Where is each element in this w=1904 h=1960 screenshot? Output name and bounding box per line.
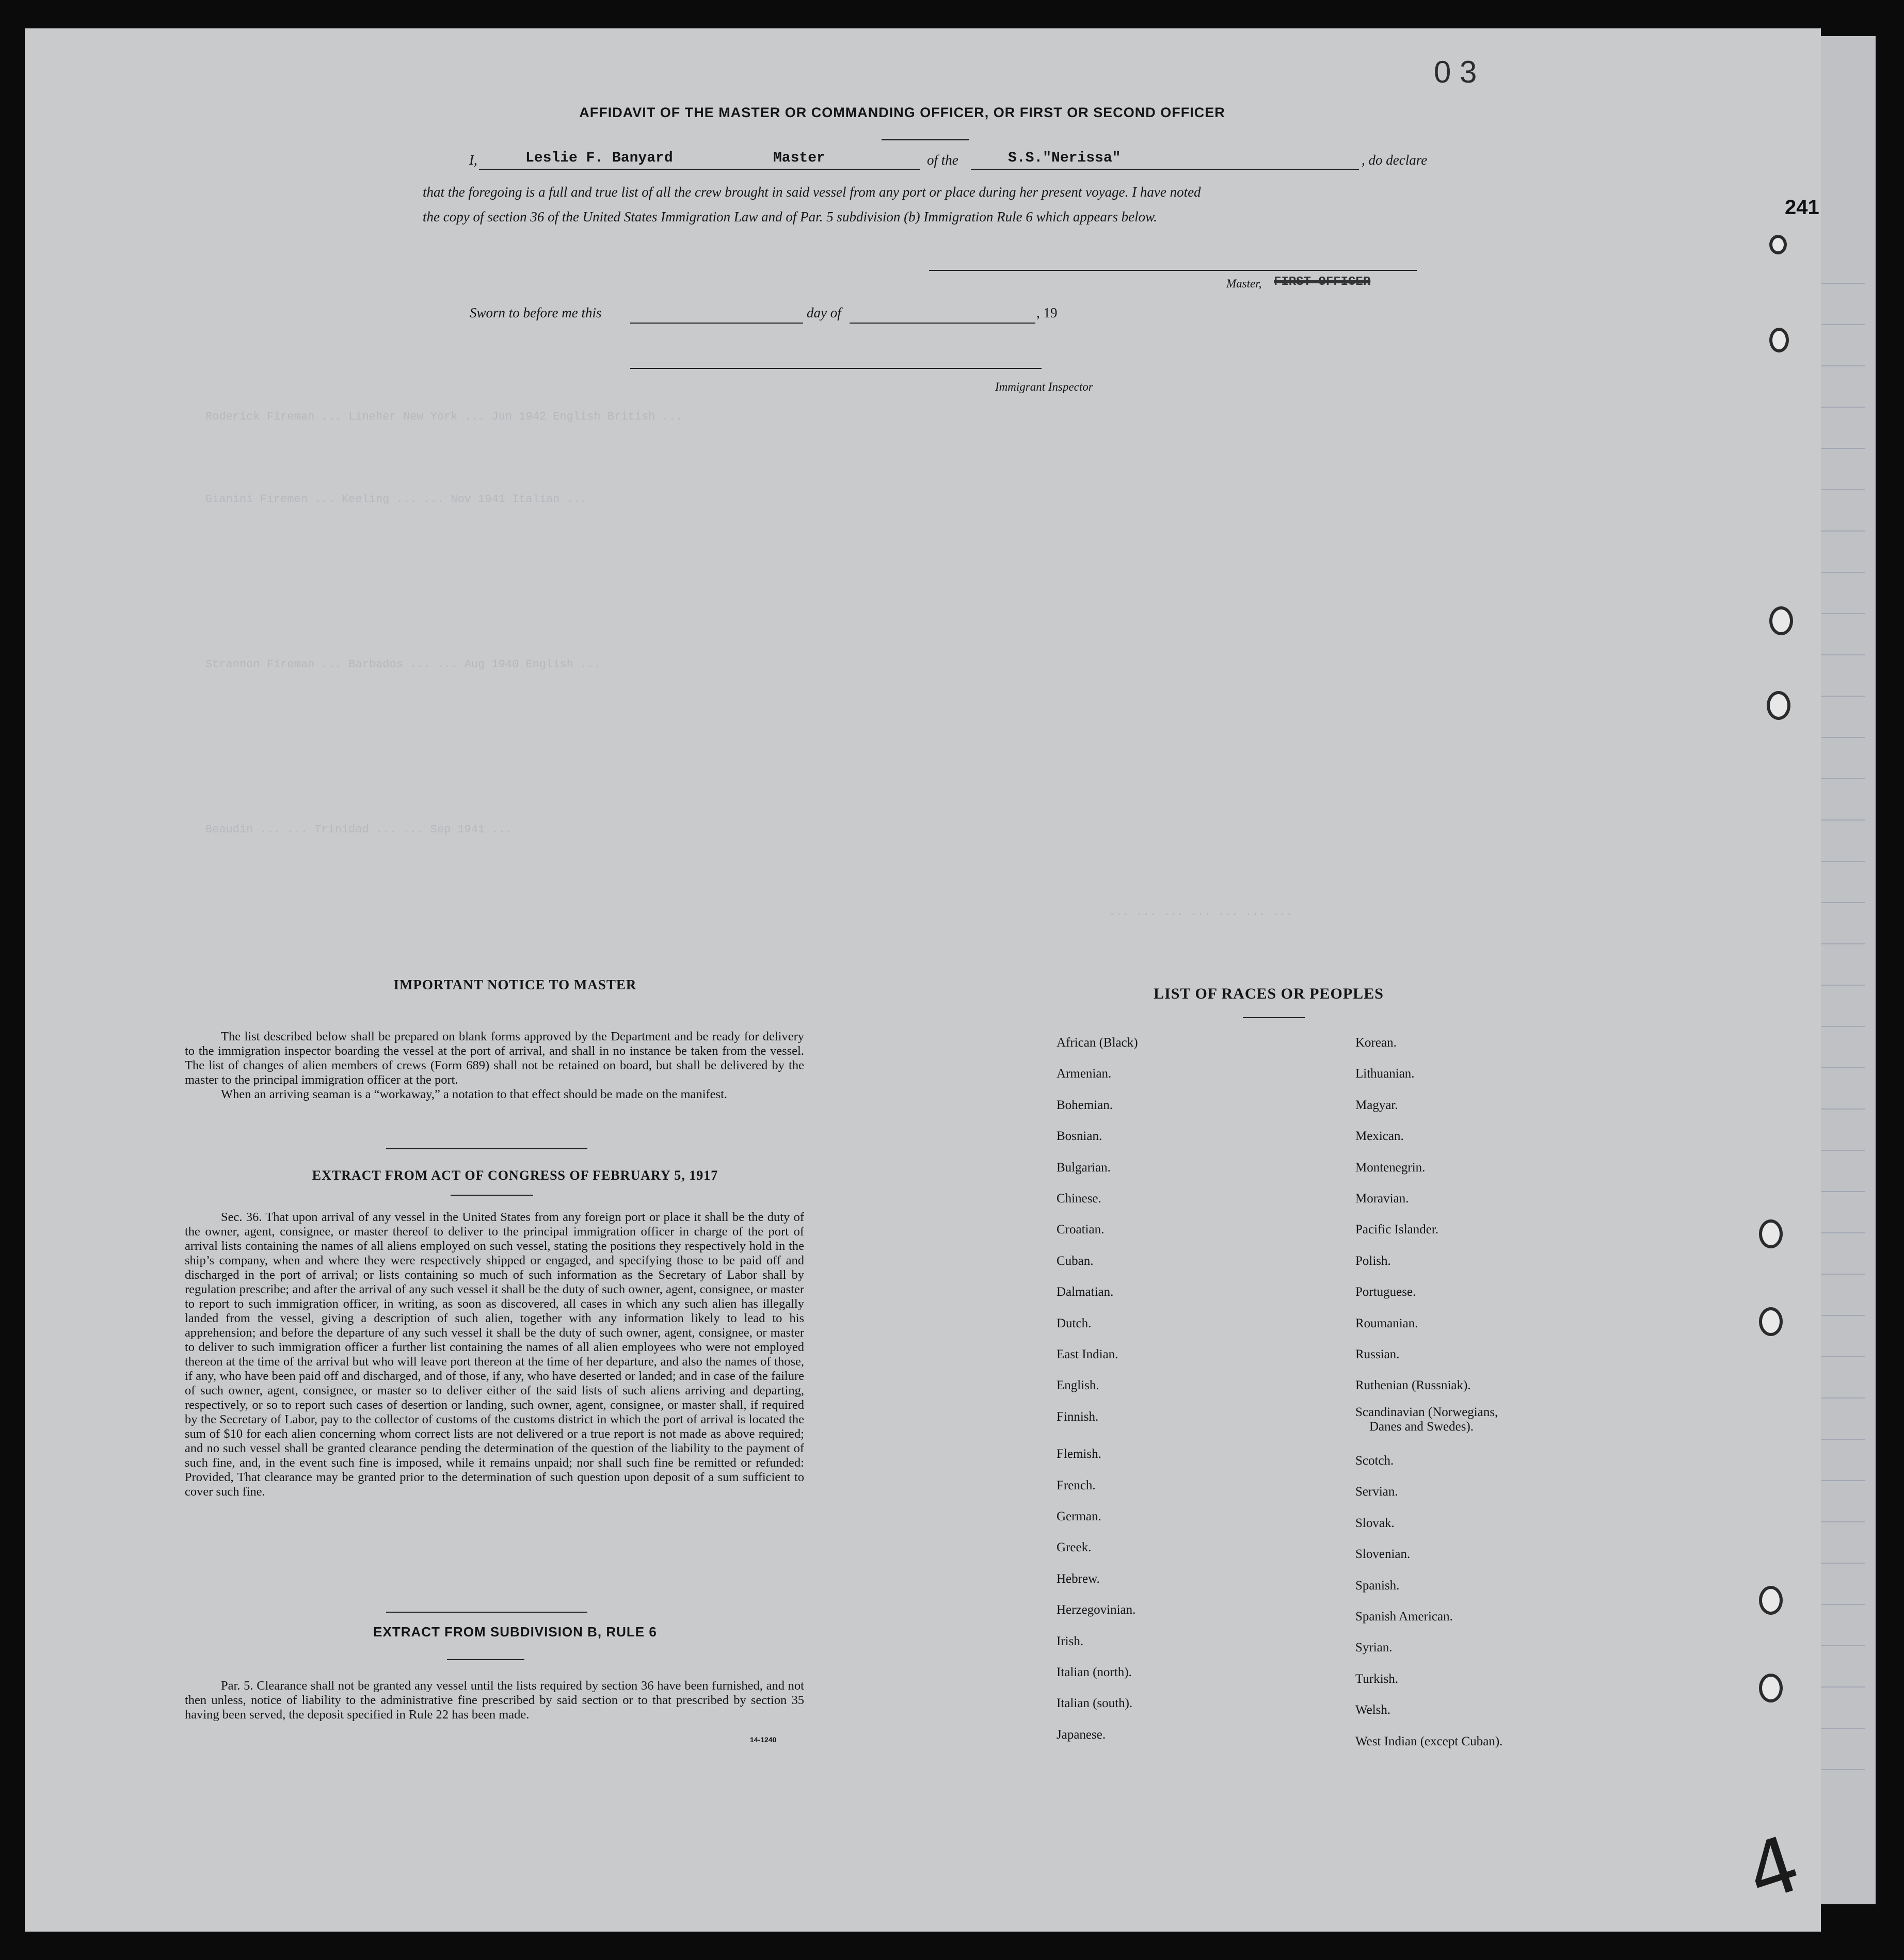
race-item: Spanish American.: [1355, 1610, 1453, 1624]
race-item: Lithuanian.: [1355, 1067, 1415, 1081]
race-item: Bulgarian.: [1057, 1160, 1111, 1175]
race-item: English.: [1057, 1378, 1099, 1393]
master-name: Leslie F. Banyard: [525, 150, 673, 166]
race-item: Polish.: [1355, 1254, 1391, 1268]
race-item: Dalmatian.: [1057, 1285, 1114, 1299]
rule-title-underline: [447, 1659, 524, 1660]
notice-paragraph-1: The list described below shall be prepared on blank forms approved by the Department and be ready for delivery to the immigration inspector boarding the vessel at the port of arrival, and shall in no instance be taken from the vessel. The list of changes of alien members of crews (Form 689) shall not be retained on board, but shall be delivered by the master to the principal immigration officer at the port.: [185, 1030, 804, 1087]
notice-title: IMPORTANT NOTICE TO MASTER: [393, 977, 637, 992]
race-item: Korean.: [1355, 1036, 1397, 1050]
race-item: Croatian.: [1057, 1223, 1105, 1237]
show-through-text: Gianini Firemen ... Keeling ... ... Nov 1941 Italian ...: [205, 493, 587, 506]
race-item: Syrian.: [1355, 1641, 1393, 1655]
race-item: Spanish.: [1355, 1578, 1400, 1593]
race-item: Bosnian.: [1057, 1129, 1102, 1144]
race-item: African (Black): [1057, 1036, 1138, 1050]
punch-hole: [1759, 1307, 1783, 1336]
race-item: Scotch.: [1355, 1454, 1394, 1468]
race-item: Dutch.: [1057, 1316, 1092, 1330]
vessel-name: S.S."Nerissa": [1008, 150, 1121, 166]
race-item: Mexican.: [1355, 1129, 1404, 1144]
race-item: Roumanian.: [1355, 1316, 1418, 1330]
punch-hole: [1769, 235, 1787, 254]
act-extract-title: EXTRACT FROM ACT OF CONGRESS OF FEBRUARY 5, 1917: [312, 1168, 718, 1183]
i-label: I,: [469, 152, 477, 168]
race-item: Irish.: [1057, 1634, 1084, 1648]
race-item: Herzegovinian.: [1057, 1603, 1136, 1617]
race-item: Russian.: [1355, 1347, 1400, 1361]
punch-hole: [1759, 1586, 1783, 1615]
races-title-underline: [1243, 1017, 1305, 1018]
race-item: Montenegrin.: [1355, 1160, 1426, 1175]
race-item: Moravian.: [1355, 1192, 1409, 1206]
race-item: French.: [1057, 1478, 1096, 1492]
rule-extract-title: EXTRACT FROM SUBDIVISION B, RULE 6: [373, 1624, 657, 1640]
rule-extract-text: [185, 1679, 804, 1722]
show-through-text: ... ... ... ... ... ... ...: [1109, 906, 1293, 919]
race-item: Magyar.: [1355, 1098, 1398, 1112]
notice-text: [185, 1030, 804, 1102]
race-item: Bohemian.: [1057, 1098, 1113, 1112]
race-item: Slovenian.: [1355, 1547, 1411, 1562]
race-item: Pacific Islander.: [1355, 1223, 1439, 1237]
show-through-text: Beaudin ... ... Trinidad ... ... Sep 1941 ...: [205, 823, 513, 836]
section-divider: [386, 1148, 587, 1149]
par-5-text: Par. 5. Clearance shall not be granted any vessel until the lists required by section 36 have been furnished, and not then unless, notice of liability to the administrative fine prescribed by said section or to that prescribed by section 35 having been served, the deposit specified in Rule 22 has been made.: [185, 1679, 804, 1722]
race-item: Japanese.: [1057, 1727, 1106, 1742]
race-item: Ruthenian (Russniak).: [1355, 1378, 1471, 1393]
race-item: Servian.: [1355, 1485, 1398, 1499]
punch-hole: [1759, 1674, 1783, 1702]
races-title: LIST OF RACES OR PEOPLES: [1154, 985, 1384, 1002]
do-declare-label: , do declare: [1362, 152, 1428, 168]
affidavit-text-line-1: that the foregoing is a full and true list of all the crew brought in said vessel from any port or place during her present voyage. I have noted: [423, 184, 1201, 200]
race-item: Greek.: [1057, 1540, 1092, 1555]
race-item: Finnish.: [1057, 1409, 1099, 1424]
punch-hole: [1767, 691, 1790, 720]
race-item: Hebrew.: [1057, 1571, 1100, 1586]
sworn-month-line: [850, 323, 1035, 324]
race-item: Chinese.: [1057, 1192, 1101, 1206]
race-item: Flemish.: [1057, 1447, 1101, 1461]
show-through-text: Strannon Fireman ... Barbados ... ... Aug 1940 English ...: [205, 658, 601, 671]
name-line: [479, 169, 920, 170]
page-number: 241: [1785, 196, 1819, 219]
inspector-label: Immigrant Inspector: [995, 380, 1093, 393]
act-title-underline: [451, 1195, 533, 1196]
section-36-text: Sec. 36. That upon arrival of any vessel in the United States from any foreign port or place it shall be the duty of the owner, agent, consignee, or master thereof to deliver to the principal immigration officer in charge of the port of arrival lists containing the names of all aliens employed on such vessel, stating the positions they respectively hold in the ship’s company, when and where they were respectively shipped or engaged, and specifying those to be paid off and discharged in the port of arrival; or lists containing so much of such information as the Secretary of Labor shall by regulation prescribe; and after the arrival of any such vessel it shall be the duty of such owner, agent, consignee, or master to report to such immigration officer, in writing, as soon as discovered, all cases in which any such alien has illegally landed from the vessel, giving a description of such alien, together with any information likely to lead to his apprehension; and before the departure of any such vessel it shall be the duty of such owner, agent, consignee, or master to deliver to such immigration officer a further list containing the names of all alien employees who were not employed thereon at the time of the arrival but who will leave port thereon at the time of her departure, and also the names of those, if any, who have been paid off and discharged, and of those, if any, who have deserted or landed; and in case of the failure of such owner, agent, consignee, or master so to deliver either of the said lists of such aliens arriving and departing, respectively, or so to report such cases of desertion or landing, such owner, agent, consignee, or master shall, if required by the Secretary of Labor, pay to the collector of customs of the customs district in which the port of arrival is located the sum of $10 for each alien concerning whom correct lists are not delivered or a true report is not made as above required; and no such vessel shall be granted clearance pending the determination of the question of the liability to the payment of such fine, and, in the event such fine is imposed, while it remains unpaid; nor shall such fine be remitted or refunded: Provided, That clearance may be granted prior to the determination of such question upon deposit of a sum sufficient to cover such fine.: [185, 1210, 804, 1499]
year-label: , 19: [1036, 305, 1058, 320]
affidavit-title: AFFIDAVIT OF THE MASTER OR COMMANDING OFFICER, OR FIRST OR SECOND OFFICER: [579, 105, 1225, 120]
rank: Master: [773, 150, 825, 166]
day-of-label: day of: [807, 305, 841, 320]
master-signature-label: Master,: [1226, 277, 1262, 290]
punch-hole: [1759, 1219, 1783, 1248]
race-item: Danes and Swedes).: [1369, 1420, 1474, 1434]
race-item: Cuban.: [1057, 1254, 1094, 1268]
notice-paragraph-2: When an arriving seaman is a “workaway,” a notation to that effect should be made on the manifest.: [221, 1087, 728, 1101]
document-page: [25, 28, 1821, 1932]
race-item: Italian (north).: [1057, 1665, 1132, 1679]
race-item: Scandinavian (Norwegians,: [1355, 1405, 1498, 1419]
race-item: Portuguese.: [1355, 1285, 1416, 1299]
title-underline: [882, 139, 969, 140]
punch-hole: [1769, 328, 1789, 352]
punch-hole: [1769, 606, 1793, 635]
race-item: East Indian.: [1057, 1347, 1118, 1361]
act-extract-text: [185, 1210, 804, 1499]
struck-first-officer: FIRST OFFICER: [1274, 275, 1371, 289]
race-item: German.: [1057, 1509, 1101, 1523]
race-item: Armenian.: [1057, 1067, 1112, 1081]
race-item: West Indian (except Cuban).: [1355, 1734, 1503, 1748]
sworn-day-line: [630, 323, 803, 324]
inspector-signature-line: [630, 368, 1042, 369]
corner-handwritten-mark: 4: [1736, 1819, 1811, 1920]
race-item: Italian (south).: [1057, 1696, 1133, 1711]
affidavit-text-line-2: the copy of section 36 of the United States Immigration Law and of Par. 5 subdivision (b) Immigration Rule 6 which appears below.: [423, 209, 1157, 224]
show-through-text: Roderick Fireman ... Lineher New York ... Jun 1942 English British ...: [205, 410, 683, 423]
section-divider: [386, 1612, 587, 1613]
of-the-label: of the: [927, 152, 958, 168]
sworn-label: Sworn to before me this: [470, 305, 602, 320]
vessel-line: [971, 169, 1359, 170]
race-item: Slovak.: [1355, 1516, 1395, 1530]
master-signature-line: [929, 270, 1417, 271]
race-item: Welsh.: [1355, 1703, 1391, 1717]
form-code: 14-1240: [750, 1736, 777, 1744]
race-item: Turkish.: [1355, 1672, 1399, 1686]
top-handwritten-annotation: 0 3: [1434, 55, 1477, 89]
